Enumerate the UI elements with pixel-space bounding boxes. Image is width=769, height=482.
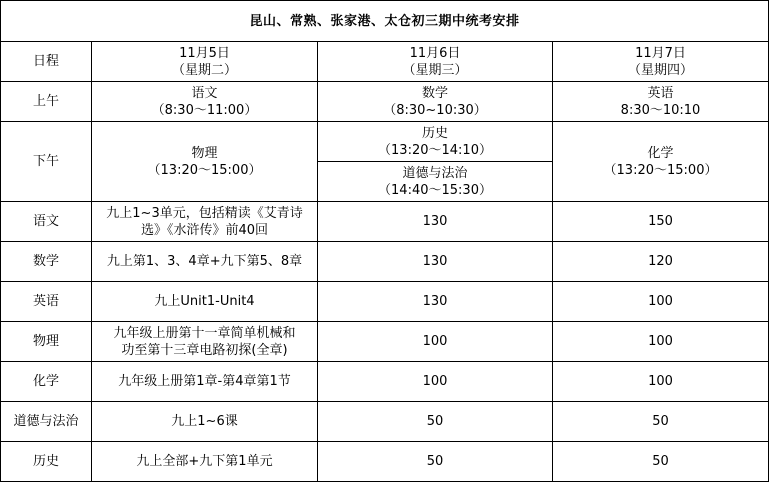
score-b: 100	[553, 322, 769, 362]
score-b: 120	[553, 242, 769, 282]
morning-day-1-subject: 语文	[191, 85, 218, 101]
afternoon-day-2a-subject: 历史	[421, 125, 448, 141]
day-1-weekday: （星期二）	[171, 62, 237, 78]
morning-label: 上午	[1, 82, 92, 122]
score-b: 50	[553, 442, 769, 482]
morning-day-3	[553, 82, 769, 122]
day-2-weekday: （星期三）	[402, 62, 468, 78]
scope-line: 九年级上册第十一章简单机械和	[113, 325, 296, 341]
morning-day-3-subject: 英语	[647, 85, 674, 101]
score-b: 150	[553, 202, 769, 242]
day-2-date: 11月6日	[409, 45, 461, 61]
afternoon-day-2a-time: （13:20～14:10）	[378, 142, 492, 158]
scope-line: 九上Unit1-Unit4	[154, 294, 255, 309]
score-b: 50	[553, 402, 769, 442]
subject-name: 化学	[1, 362, 92, 402]
morning-day-1-time: （8:30～11:00）	[151, 102, 258, 118]
afternoon-day-2-first	[318, 122, 553, 162]
afternoon-label: 下午	[1, 122, 92, 202]
score-b: 100	[553, 282, 769, 322]
day-header-2	[318, 42, 553, 82]
scope-line: 九上第1、3、4章+九下第5、8章	[106, 254, 303, 269]
subject-name: 物理	[1, 322, 92, 362]
scope-line: 九上1~6课	[171, 414, 238, 429]
table-row	[1, 402, 769, 442]
day-header-3	[553, 42, 769, 82]
scope-line: 九上全部+九下第1单元	[136, 454, 273, 469]
score-b: 100	[553, 362, 769, 402]
subject-scope	[92, 402, 318, 442]
table-row	[1, 282, 769, 322]
subject-scope	[92, 362, 318, 402]
schedule-label: 日程	[1, 42, 92, 82]
table-row	[1, 442, 769, 482]
table-row	[1, 202, 769, 242]
score-a: 130	[318, 202, 553, 242]
morning-day-1	[92, 82, 318, 122]
score-a: 130	[318, 282, 553, 322]
score-a: 100	[318, 322, 553, 362]
subject-scope	[92, 442, 318, 482]
afternoon-day-3-time: （13:20～15:00）	[603, 162, 718, 178]
header-row	[1, 42, 769, 82]
afternoon-day-2-second	[318, 162, 553, 202]
day-header-1	[92, 42, 318, 82]
subject-name: 语文	[1, 202, 92, 242]
morning-day-3-time: 8:30～10:10	[620, 102, 701, 118]
day-3-date: 11月7日	[635, 45, 686, 61]
subject-scope	[92, 282, 318, 322]
morning-day-2	[318, 82, 553, 122]
morning-day-2-time: （8:30~10:30）	[383, 102, 487, 118]
subject-scope	[92, 242, 318, 282]
scope-line: 选》《水浒传》前40回	[140, 222, 269, 238]
subject-name: 英语	[1, 282, 92, 322]
afternoon-day-2b-time: （14:40～15:30）	[378, 182, 492, 198]
afternoon-day-3-subject: 化学	[647, 145, 674, 161]
afternoon-day-1	[92, 122, 318, 202]
scope-line: 九年级上册第1章-第4章第1节	[118, 374, 291, 389]
day-1-date: 11月5日	[179, 45, 230, 61]
afternoon-day-1-time: （13:20～15:00）	[147, 162, 262, 178]
subject-scope	[92, 202, 318, 242]
table-title: 昆山、常熟、张家港、太仓初三期中统考安排	[1, 1, 769, 42]
scope-line: 九上1~3单元，包括精读《艾青诗	[106, 205, 303, 221]
score-a: 50	[318, 402, 553, 442]
afternoon-day-3	[553, 122, 769, 202]
score-a: 50	[318, 442, 553, 482]
subject-name: 道德与法治	[1, 402, 92, 442]
afternoon-day-2b-subject: 道德与法治	[402, 165, 468, 181]
subject-scope	[92, 322, 318, 362]
score-a: 130	[318, 242, 553, 282]
morning-row	[1, 82, 769, 122]
afternoon-row-1	[1, 122, 769, 162]
table-row	[1, 322, 769, 362]
title-row	[1, 1, 769, 42]
morning-day-2-subject: 数学	[421, 85, 448, 101]
subject-name: 历史	[1, 442, 92, 482]
afternoon-day-1-subject: 物理	[191, 145, 218, 161]
scope-line: 功至第十三章电路初探(全章)	[121, 342, 288, 358]
score-a: 100	[318, 362, 553, 402]
subject-name: 数学	[1, 242, 92, 282]
day-3-weekday: （星期四）	[628, 62, 694, 78]
table-row	[1, 362, 769, 402]
table-row	[1, 242, 769, 282]
